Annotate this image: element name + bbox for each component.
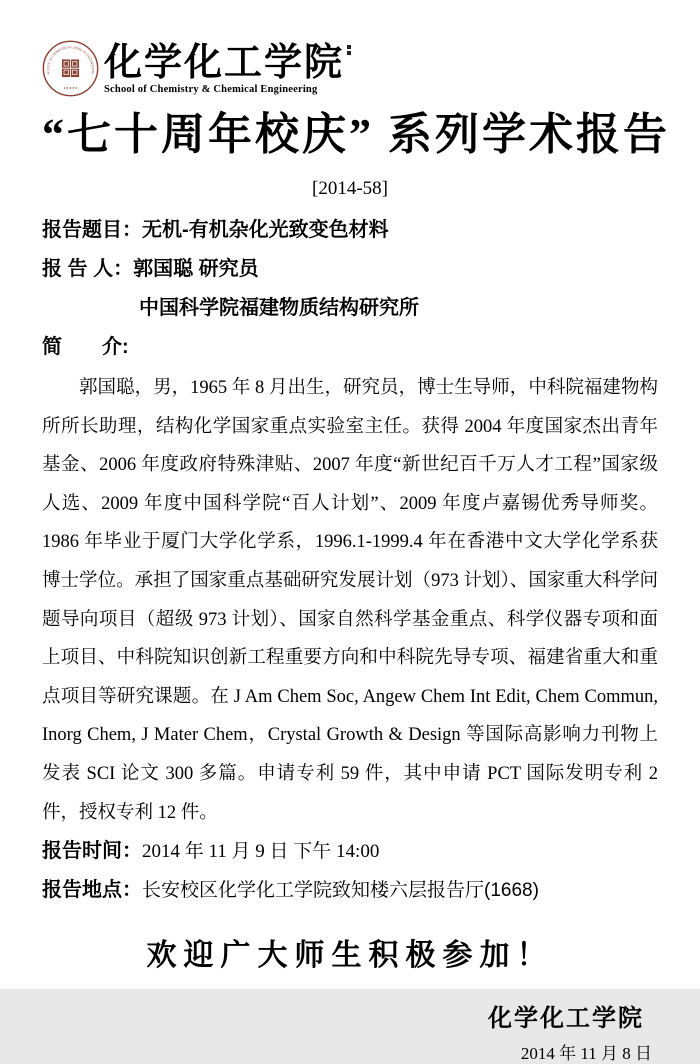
intro-paragraph: 郭国聪，男，1965 年 8 月出生，研究员，博士生导师，中科院福建物构所所长助理，结构化学国家重点实验室主任。获得 2004 年度国家杰出青年基金、2006 年度政府特殊津贴、2007 年度“新世纪百千万人才工程”国家级人选、2009 年度中国科学院“百人计划”、2009 年度卢嘉锡优秀导师奖。1986 年毕业于厦门大学化学系，1996.1-1999.4 年在香港中文大学化学系获博士学位。承担了国家重点基础研究发展计划（973 计划）、国家重大科学问题导向项目（超级 973 计划）、国家自然科学基金重点、科学仪器专项和面上项目、中科院知识创新工程重要方向和中科院先导专项、福建省重大和重点项目等研究课题。在 J Am Chem Soc, Angew Chem Int Edit, Chem Commun, Inorg Chem, J Mater Chem，Crystal Growth & Design 等国际高影响力刊物上发表 SCI 论文 300 多篇。申请专利 59 件，其中申请 PCT 国际发明专利 2 件，授权专利 12 件。 [42,378,658,823]
time-line [42,832,658,871]
seal-bottom-stars: ★★★★★ [63,86,78,91]
venue-value: 长安校区化学化工学院致知楼六层报告厅(1668) [142,880,539,902]
speaker-value: 郭国聪 研究员 [133,258,259,280]
footer-signature: 化学化工学院 [488,1006,644,1033]
school-seal-icon [42,40,99,97]
affiliation-value: 中国科学院福建物质结构研究所 [139,297,419,319]
speaker-label: 报 告 人： [42,258,134,280]
school-name-en: School of Chemistry & Chemical Engineering [104,83,318,95]
seal-arc-text: SCHOOL OF CHEMISTRY & CHEMICAL ENGINEERING [46,45,95,76]
speaker-line [42,250,658,289]
intro-heading [42,328,658,367]
topic-value: 无机-有机杂化光致变色材料 [142,219,389,241]
topic-line [42,211,658,250]
topic-label: 报告题目： [42,219,142,241]
affiliation-line [42,289,658,328]
time-label: 报告时间： [42,840,142,863]
report-fields [42,211,658,367]
small-seal-mark-icon [347,45,351,57]
school-name-cn-text: 化学化工学院 [104,41,345,84]
closing-line: 欢迎广大师生积极参加！ [146,939,554,973]
footer-date: 2014 年 11 月 8 日 [520,1044,652,1064]
venue-line [42,871,658,910]
venue-label: 报告地点： [42,879,142,902]
intro-label: 简 介: [42,336,129,358]
time-value: 2014 年 11 月 9 日 下午 14:00 [142,841,380,863]
header [42,40,658,97]
issue-number: [2014-58] [312,178,388,199]
school-name-cn [104,43,351,83]
page-title: “七十周年校庆” 系列学术报告 [42,110,670,159]
school-name-block [104,43,351,95]
